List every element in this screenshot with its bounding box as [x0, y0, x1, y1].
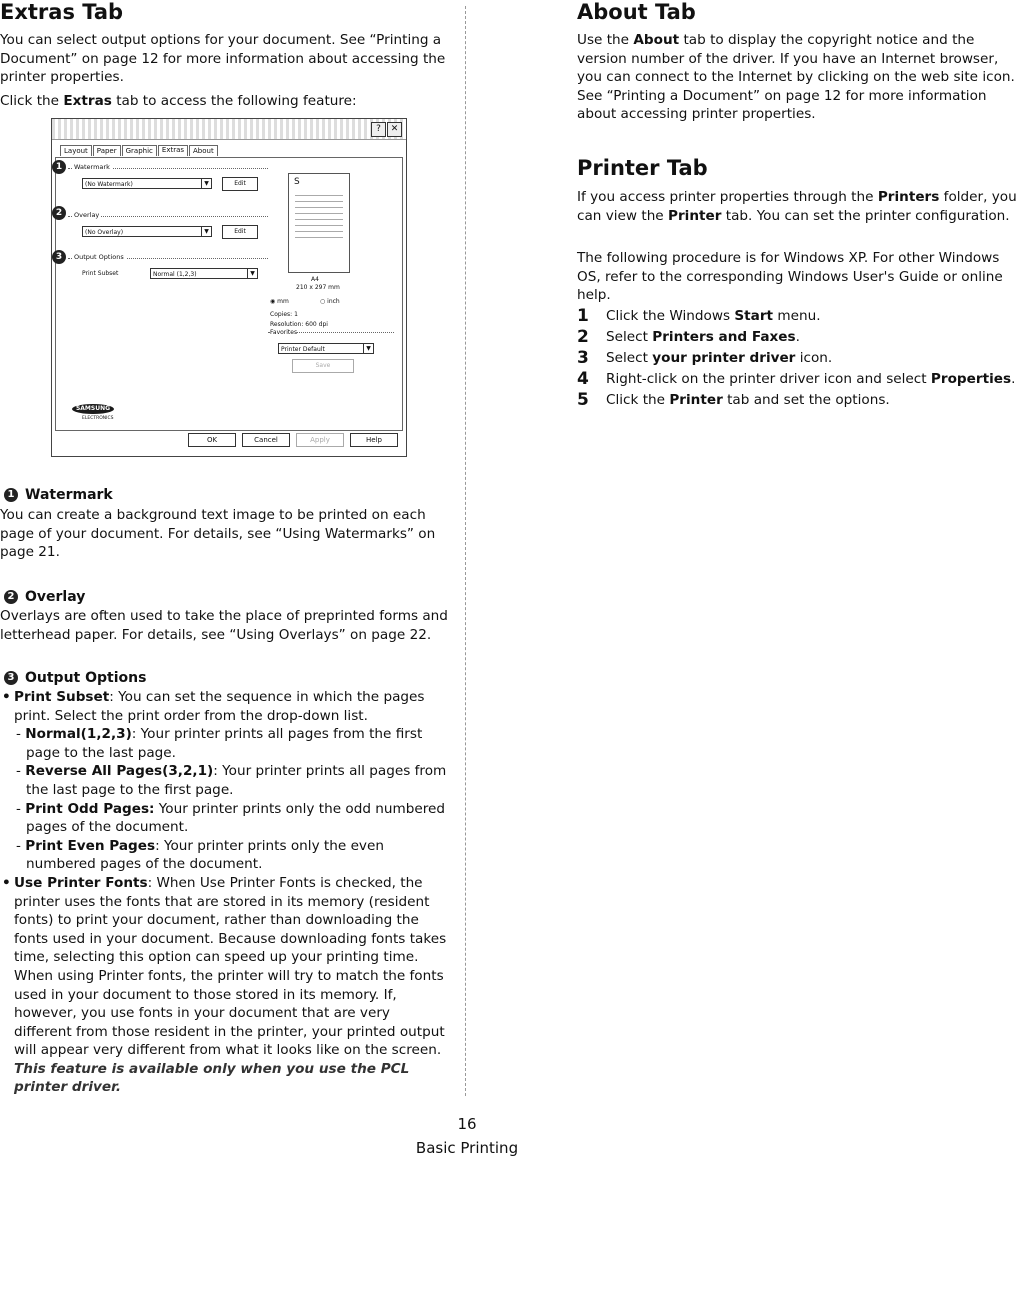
watermark-select: (No Watermark) ▼ [82, 178, 212, 189]
help-button: Help [350, 433, 398, 447]
about-description: Use the About tab to display the copyright notice and the version number of the driver. If you have an Internet browser, you can connect to the Internet by clicking on the web site icon. See “Printing a Document” on page 12 for more information about accessing printer properties. [577, 32, 1015, 123]
callout-3: 3 [52, 250, 66, 264]
number-3-icon: 3 [4, 671, 18, 685]
step-item: 4 Right-click on the printer driver icon and select Properties. [577, 369, 1016, 389]
number-1-icon: 1 [4, 488, 18, 502]
print-subset-select: Normal (1,2,3) ▼ [150, 268, 258, 279]
tab-extras: Extras [158, 145, 188, 156]
step-item: 1 Click the Windows Start menu. [577, 306, 821, 326]
about-tab-heading: About Tab [577, 0, 696, 24]
output-options-group [68, 253, 268, 289]
samsung-logo-subtitle: ELECTRONICS [82, 416, 114, 421]
sub-option-reverse: - Reverse All Pages(3,2,1): Your printer prints all pages from the last page to the first page. [16, 763, 447, 798]
dialog-titlebar [52, 119, 406, 140]
printer-tab-steps [577, 306, 1024, 411]
tab-graphic: Graphic [122, 145, 157, 156]
overlay-heading: 2 Overlay [4, 588, 85, 606]
paper-size-name: A4 [311, 276, 319, 283]
step-item: 2 Select Printers and Faxes. [577, 327, 800, 347]
output-options-group-label: Output Options [74, 253, 124, 261]
print-subset-label: Print Subset [82, 270, 119, 277]
printer-tab-heading: Printer Tab [577, 156, 708, 180]
ok-button: OK [188, 433, 236, 447]
samsung-logo: SAMSUNG [72, 404, 114, 414]
page-number: 16 [457, 1115, 477, 1133]
watermark-edit-button: Edit [222, 177, 258, 191]
overlay-group [68, 211, 268, 247]
preview-letter: S [294, 177, 300, 187]
page-preview [288, 173, 350, 273]
paper-dimensions: 210 x 297 mm [296, 284, 340, 291]
step-item: 3 Select your printer driver icon. [577, 348, 833, 368]
favorites-label: Favorites [270, 329, 298, 336]
chevron-down-icon: ▼ [363, 344, 373, 353]
number-2-icon: 2 [4, 590, 18, 604]
callout-1: 1 [52, 160, 66, 174]
extras-intro: You can select output options for your document. See “Printing a Document” on page 12 for more information about accessing the printer properties. [0, 32, 446, 86]
dialog-panel [55, 157, 403, 431]
tab-paper: Paper [93, 145, 121, 156]
sub-option-odd: - Print Odd Pages: Your printer prints only the odd numbered pages of the document. [16, 800, 446, 836]
chevron-down-icon: ▼ [247, 269, 257, 278]
callout-2: 2 [52, 206, 66, 220]
column-divider [465, 6, 466, 1096]
extras-click-instruction: Click the Extras tab to access the following feature: [0, 93, 357, 109]
overlay-group-label: Overlay [74, 211, 100, 219]
printer-properties-dialog-screenshot [51, 118, 407, 457]
watermark-group-label: Watermark [74, 163, 110, 171]
favorites-save-button: Save [292, 359, 354, 373]
overlay-edit-button: Edit [222, 225, 258, 239]
output-options-body [0, 688, 452, 1097]
unit-inch-radio: ○ inch [320, 298, 340, 305]
page-footer [0, 1112, 934, 1160]
dialog-tabs [60, 145, 219, 156]
cancel-button: Cancel [242, 433, 290, 447]
print-subset-item: • Print Subset: You can set the sequence in which the pages print. Select the print order from the drop-down list. [0, 688, 452, 725]
tab-about: About [189, 145, 218, 156]
sub-option-normal: - Normal(1,2,3): Your printer prints all pages from the first page to the last page. [16, 726, 423, 761]
watermark-description: You can create a background text image to be printed on each page of your document. For details, see “Using Watermarks” on page 21. [0, 507, 436, 561]
pcl-note: This feature is available only when you use the PCL printer driver. [14, 1060, 410, 1096]
tab-layout: Layout [60, 145, 92, 156]
use-printer-fonts-item: • Use Printer Fonts: When Use Printer Fonts is checked, the printer uses the fonts that are stored in its memory (resident fonts) to print your document, rather than downloading the fonts used in your document. Because downloading fonts takes time, selecting this option can speed up your printing time. When using Printer fonts, the printer will try to match the fonts used in your document to those stored in its memory. If, however, you use fonts in your document that are very different from those resident in the printer, your printed output will appear very different from what it looks like on the screen. [0, 874, 452, 1060]
sub-option-even: - Print Even Pages: Your printer prints only the even numbered pages of the document. [16, 837, 384, 873]
help-icon: ? [371, 122, 386, 137]
overlay-select: (No Overlay) ▼ [82, 226, 212, 237]
resolution-info: Resolution: 600 dpi [270, 321, 328, 328]
step-item: 5 Click the Printer tab and set the options. [577, 390, 890, 410]
overlay-description: Overlays are often used to take the place of preprinted forms and letterhead paper. For details, see “Using Overlays” on page 22. [0, 608, 448, 643]
favorites-select: Printer Default ▼ [278, 343, 374, 354]
copies-info: Copies: 1 [270, 311, 298, 318]
printer-tab-description: If you access printer properties through the Printers folder, you can view the Printer tab. You can set the printer configuration. [577, 189, 1017, 224]
watermark-heading: 1 Watermark [4, 486, 113, 504]
chevron-down-icon: ▼ [201, 179, 211, 188]
favorites-group [268, 329, 394, 369]
procedure-note: The following procedure is for Windows XP. For other Windows OS, refer to the corresponding Windows User's Guide or online help. [577, 250, 1003, 304]
chevron-down-icon: ▼ [201, 227, 211, 236]
unit-mm-radio: ◉ mm [270, 298, 289, 305]
close-icon: ✕ [387, 122, 402, 137]
section-name: Basic Printing [415, 1139, 519, 1157]
output-options-heading: 3 Output Options [4, 669, 146, 687]
watermark-group [68, 163, 268, 203]
apply-button: Apply [296, 433, 344, 447]
extras-tab-heading: Extras Tab [0, 0, 124, 24]
